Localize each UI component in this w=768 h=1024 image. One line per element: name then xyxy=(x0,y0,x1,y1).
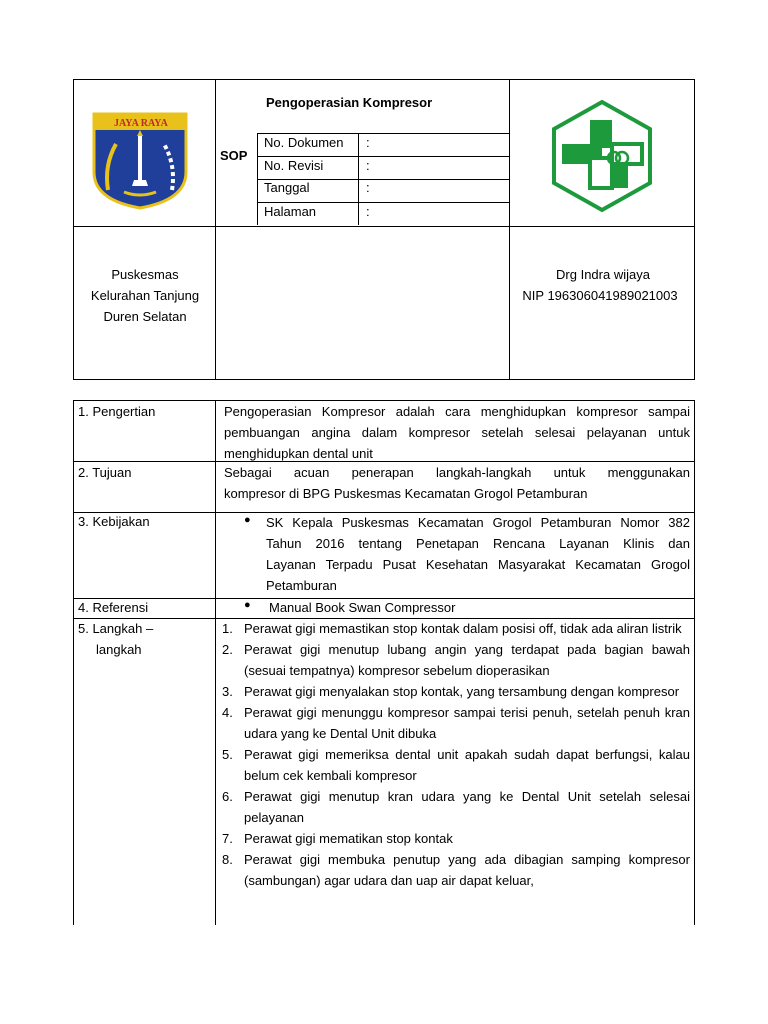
step-text: Perawat gigi memastikan stop kontak dalam posisi off, tidak ada aliran listrik xyxy=(244,621,682,636)
meta-label: No. Revisi xyxy=(264,158,324,173)
step-item xyxy=(220,786,690,828)
signer-nip: NIP 196306041989021003 xyxy=(522,288,678,303)
text-line: Sebagai acuan penerapan langkah-langkah untuk menggunakan xyxy=(224,465,690,480)
jaya-raya-crest-icon xyxy=(90,110,190,210)
meta-value: : xyxy=(366,204,370,219)
step-number: 3. xyxy=(222,684,233,699)
step-text: Perawat gigi menyalakan stop kontak, yang tersambung dengan kompresor xyxy=(244,684,680,699)
step-number: 2. xyxy=(222,642,233,657)
org-line: Puskesmas xyxy=(111,267,179,282)
document-title: Pengoperasian Kompresor xyxy=(266,95,433,110)
step-number: 8. xyxy=(222,852,233,867)
text-line: kompresor di BPG Puskesmas Kecamatan Grogol Petamburan xyxy=(224,486,588,501)
step-number: 1. xyxy=(222,621,233,636)
steps-list xyxy=(220,618,690,891)
step-item xyxy=(220,744,690,786)
section-label-referensi: 4. Referensi xyxy=(78,600,149,615)
text-line: Tahun 2016 tentang Penetapan Rencana Layanan Klinis dan xyxy=(266,536,690,551)
table-divider xyxy=(215,401,216,925)
step-item xyxy=(220,702,690,744)
text-line: Petamburan xyxy=(266,578,337,593)
meta-value: : xyxy=(366,180,370,195)
text-line: pembuangan angina dalam kompresor setelah selesai pelayanan untuk xyxy=(224,425,690,440)
step-number: 4. xyxy=(222,705,233,720)
org-line: Kelurahan Tanjung xyxy=(90,288,200,303)
step-number: 6. xyxy=(222,789,233,804)
meta-label: Halaman xyxy=(264,204,317,219)
sop-content-table xyxy=(73,400,695,925)
section-text-referensi: Manual Book Swan Compressor xyxy=(269,600,456,615)
step-text: Perawat gigi membuka penutup yang ada dibagian samping kompresor (sambungan) agar udara dan uap air dapat keluar, xyxy=(244,852,690,888)
step-item xyxy=(220,639,690,681)
bullet-icon: ● xyxy=(244,599,251,611)
header-divider xyxy=(74,226,694,227)
header-divider xyxy=(257,133,510,134)
header-divider xyxy=(358,133,359,225)
step-text: Perawat gigi memeriksa dental unit apakah sudah dapat berfungsi, kalau belum cek kembali kompresor xyxy=(244,747,690,783)
step-text: Perawat gigi menutup kran udara yang ke Dental Unit setelah selesai pelayanan xyxy=(244,789,690,825)
section-text-kebijakan xyxy=(266,512,690,596)
step-text: Perawat gigi mematikan stop kontak xyxy=(244,831,453,846)
text-line: menghidupkan dental unit xyxy=(224,446,373,461)
text-line: SK Kepala Puskesmas Kecamatan Grogol Petamburan Nomor 382 xyxy=(266,515,690,530)
sop-header-table xyxy=(73,79,695,380)
step-text: Perawat gigi menutup lubang angin yang terdapat pada bagian bawah (sesuai tempatnya) kompresor sebelum dioperasikan xyxy=(244,642,690,678)
puskesmas-cross-icon xyxy=(544,98,660,214)
org-line: Duren Selatan xyxy=(103,309,187,324)
header-divider xyxy=(509,80,510,379)
signer-name: Drg Indra wijaya xyxy=(556,267,650,282)
label-line: langkah xyxy=(96,642,142,657)
step-item xyxy=(220,849,690,891)
meta-label: No. Dokumen xyxy=(264,135,344,150)
step-number: 5. xyxy=(222,747,233,762)
header-divider xyxy=(215,80,216,379)
crest-text: JAYA RAYA xyxy=(114,118,168,129)
section-label-langkah xyxy=(78,618,153,660)
sop-label: SOP xyxy=(220,148,248,163)
meta-value: : xyxy=(366,158,370,173)
label-line: 5. Langkah – xyxy=(78,621,154,636)
section-label-tujuan: 2. Tujuan xyxy=(78,465,132,480)
meta-value: : xyxy=(366,135,370,150)
bullet-icon: ● xyxy=(244,514,251,526)
section-text-pengertian xyxy=(224,401,690,464)
header-divider xyxy=(257,156,510,157)
step-number: 7. xyxy=(222,831,233,846)
step-item xyxy=(220,681,690,702)
step-item xyxy=(220,618,690,639)
section-label-pengertian: 1. Pengertian xyxy=(78,404,156,419)
step-text: Perawat gigi menunggu kompresor sampai terisi penuh, setelah penuh kran udara yang ke Dental Unit dibuka xyxy=(244,705,690,741)
section-text-tujuan xyxy=(224,462,690,504)
signer-block xyxy=(510,264,696,306)
organization-name xyxy=(74,264,216,327)
step-item xyxy=(220,828,690,849)
header-divider xyxy=(257,202,510,203)
meta-label: Tanggal xyxy=(264,180,310,195)
section-label-kebijakan: 3. Kebijakan xyxy=(78,514,150,529)
text-line: Layanan Terpadu Pusat Kesehatan Masyarakat Kecamatan Grogol xyxy=(266,557,690,572)
header-divider xyxy=(257,133,258,225)
text-line: Pengoperasian Kompresor adalah cara menghidupkan kompresor sampai xyxy=(224,404,690,419)
